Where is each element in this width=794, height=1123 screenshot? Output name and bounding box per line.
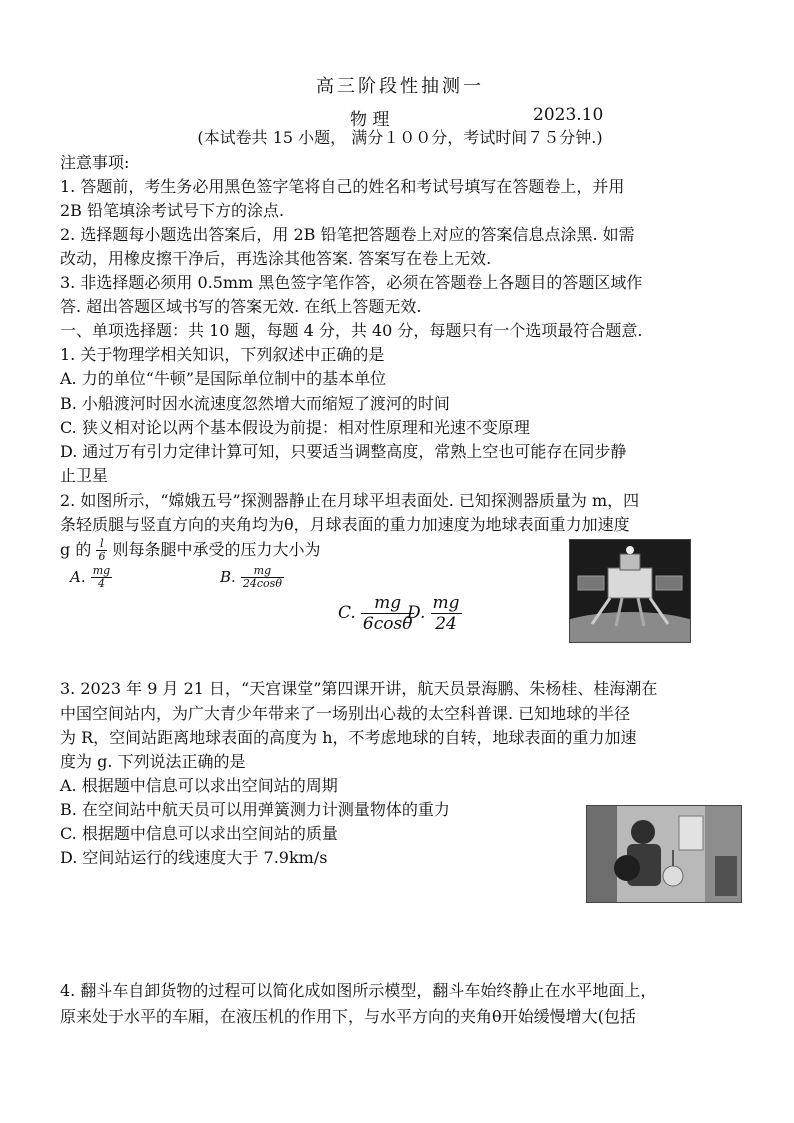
lunar-lander-photo: [569, 539, 691, 643]
fraction-denominator: 24: [435, 614, 457, 634]
notice-line: 2. 选择题每小题选出答案后，用 2B 铅笔把答题卷上对应的答案信息点涂黑. 如需: [60, 225, 635, 244]
option-label: B.: [220, 568, 236, 586]
notice-line: 2B 铅笔填涂考试号下方的涂点.: [60, 201, 285, 220]
question-stem: 4. 翻斗车自卸货物的过程可以简化成如图所示模型，翻斗车始终静止在水平地面上，: [60, 981, 657, 1000]
question-stem: 2. 如图所示，“嫦娥五号”探测器静止在月球平坦表面处. 已知探测器质量为 m，四: [60, 491, 640, 510]
question-option: C. 根据题中信息可以求出空间站的质量: [60, 824, 338, 843]
question-stem: 为 R，空间站距离地球表面的高度为 h，不考虑地球的自转，地球表面的重力加速: [60, 728, 637, 747]
fraction-numerator: l: [96, 538, 107, 551]
option-b: [220, 565, 284, 590]
question-option: B. 小船渡河时因水流速度忽然增大而缩短了渡河的时间: [60, 394, 450, 413]
question-text: 则每条腿中承受的压力大小为: [112, 540, 321, 559]
space-station-photo: [586, 805, 742, 903]
option-fraction: [431, 593, 462, 634]
question-text: g 的: [60, 540, 92, 559]
question-option: 止卫星: [60, 466, 109, 485]
section-heading: 一、单项选择题：共 10 题，每题 4 分，共 40 分，每题只有一个选项最符合题意.: [60, 321, 643, 340]
question-stem: 中国空间站内，为广大青少年带来了一场别出心裁的太空科普课. 已知地球的半径: [60, 704, 631, 723]
option-label: A.: [70, 568, 86, 586]
option-d: [407, 593, 462, 634]
question-option: D. 通过万有引力定律计算可知，只要适当调整高度，常熟上空也可能存在同步静: [60, 442, 627, 461]
question-stem: 原来处于水平的车厢，在液压机的作用下，与水平方向的夹角θ开始缓慢增大(包括: [60, 1007, 636, 1026]
question-option: C. 狭义相对论以两个基本假设为前提：相对性原理和光速不变原理: [60, 418, 530, 437]
question-stem: 3. 2023 年 9 月 21 日，“天宫课堂”第四课开讲，航天员景海鹏、朱杨桂、桂海潮在: [60, 679, 658, 698]
question-option: A. 根据题中信息可以求出空间站的周期: [60, 776, 338, 795]
notice-line: 改动，用橡皮擦干净后，再选涂其他答案. 答案写在卷上无效.: [60, 249, 492, 268]
question-stem: 度为 g. 下列说法正确的是: [60, 752, 246, 771]
notice-line: 答. 超出答题区域书写的答案无效. 在纸上答题无效.: [60, 297, 422, 316]
option-label: C.: [338, 603, 356, 623]
lander-illustration: [570, 540, 690, 642]
question-option: A. 力的单位“牛顿”是国际单位制中的基本单位: [60, 369, 387, 388]
fraction-denominator: 6: [98, 550, 106, 563]
question-stem: 1. 关于物理学相关知识，下列叙述中正确的是: [60, 345, 385, 364]
exam-info: (本试卷共 15 小题， 满分１００分，考试时间７５分钟.): [197, 128, 603, 147]
notice-heading: 注意事项:: [60, 153, 130, 172]
fraction-numerator: mg: [361, 593, 415, 614]
notice-line: 1. 答题前，考生务必用黑色签字笔将自己的姓名和考试号填写在答题卷上，并用: [60, 177, 625, 196]
option-label: D.: [407, 603, 426, 623]
question-option: B. 在空间站中航天员可以用弹簧测力计测量物体的重力: [60, 800, 450, 819]
fraction-denominator: 24cosθ: [242, 577, 282, 590]
option-c: [338, 593, 414, 634]
fraction-denominator: 6cosθ: [362, 614, 413, 634]
fraction-numerator: mg: [241, 565, 284, 578]
question-option: D. 空间站运行的线速度大于 7.9km/s: [60, 848, 328, 867]
option-a: [70, 565, 112, 590]
exam-title: 高三阶段性抽测一: [316, 76, 484, 97]
notice-line: 3. 非选择题必须用 0.5mm 黑色签字笔作答，必须在答题卷上各题目的答题区域作: [60, 273, 643, 292]
question-stem: 条轻质腿与竖直方向的夹角均为θ，月球表面的重力加速度为地球表面重力加速度: [60, 515, 630, 534]
fraction-denominator: 4: [97, 577, 105, 590]
exam-date: 2023.10: [533, 105, 604, 125]
option-fraction: [91, 565, 112, 590]
fraction-one-sixth: [96, 538, 107, 563]
astronaut-illustration: [587, 806, 741, 902]
fraction-numerator: mg: [92, 564, 111, 577]
subject-label: 物 理: [350, 110, 390, 130]
option-fraction: [241, 565, 284, 590]
fraction-numerator: mg: [432, 593, 460, 613]
